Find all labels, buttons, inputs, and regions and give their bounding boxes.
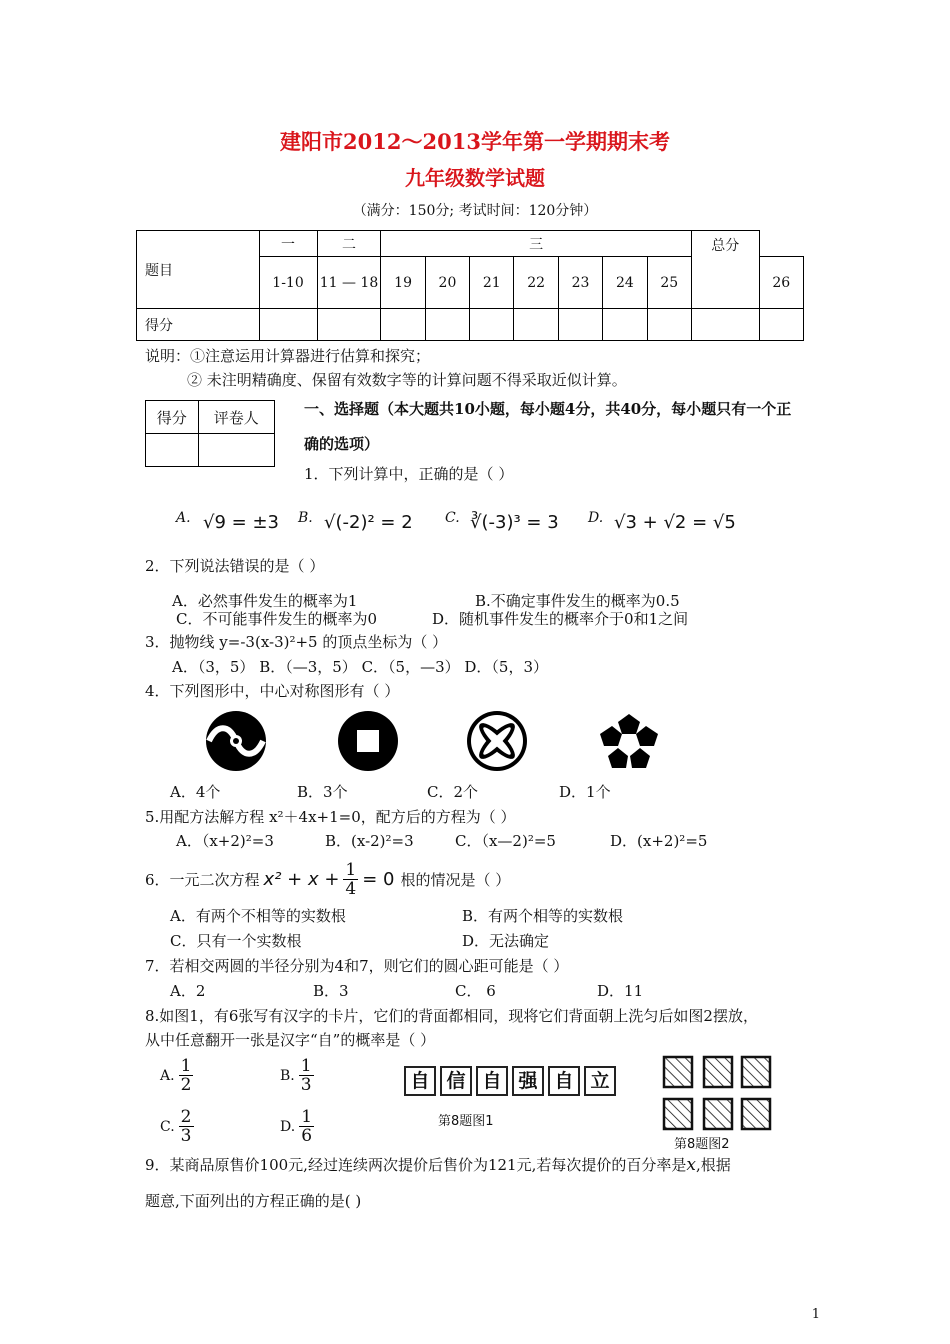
q8-option-b-label: B. <box>280 1067 295 1084</box>
page-number: 1 <box>811 1307 820 1322</box>
q6-option-c: C．只有一个实数根 <box>170 932 302 950</box>
score-cell[interactable] <box>603 309 647 341</box>
q6-option-a: A．有两个不相等的实数根 <box>170 907 346 925</box>
q4-option-a: A．4个 <box>170 783 221 801</box>
grader-score-cell[interactable] <box>146 434 199 467</box>
exam-subtitle: 九年级数学试题 <box>405 166 545 190</box>
group-2: 二 <box>317 231 381 257</box>
q8-d-num: 1 <box>301 1107 313 1127</box>
q8-figure-2-caption: 第8题图2 <box>674 1137 730 1152</box>
grader-table <box>145 400 275 467</box>
q6-frac-num: 1 <box>345 859 357 880</box>
group-total: 总分 <box>691 231 759 309</box>
q8-d-den: 6 <box>301 1126 313 1146</box>
note-line-2: ② 未注明精确度、保留有效数字等的计算问题不得采取近似计算。 <box>187 371 627 389</box>
figure-coin-square <box>337 710 399 772</box>
col-21: 21 <box>470 257 514 309</box>
q8-c-num: 2 <box>180 1107 192 1127</box>
q6-option-d: D．无法确定 <box>462 932 550 950</box>
card: 自 <box>548 1066 580 1096</box>
q4-option-c: C．2个 <box>427 783 479 801</box>
q8-figure-1-cards <box>404 1066 620 1096</box>
score-cell[interactable] <box>647 309 691 341</box>
q1-expr-a: √9 = ±3 <box>203 512 279 533</box>
q1-label-d: D. <box>588 510 604 526</box>
card: 立 <box>584 1066 616 1096</box>
q5-stem: 5.用配方法解方程 x²＋4x+1=0，配方后的方程为（ ） <box>145 808 516 826</box>
score-cell[interactable] <box>558 309 602 341</box>
row-label-items: 题目 <box>137 231 260 309</box>
q8-figure-2-card-backs <box>660 1053 774 1133</box>
q1-label-a: A. <box>176 510 191 526</box>
grader-score-label: 得分 <box>146 401 199 434</box>
note-line-1: 说明：①注意运用计算器进行估算和探究； <box>145 347 431 365</box>
q5-option-d: D．(x+2)²=5 <box>610 832 708 850</box>
q8-option-c <box>160 1108 194 1145</box>
col-23: 23 <box>558 257 602 309</box>
q1-expr-d: √3 + √2 = √5 <box>614 512 736 533</box>
q5-option-b: B．(x-2)²=3 <box>325 832 414 850</box>
grader-name-cell[interactable] <box>198 434 274 467</box>
q8-option-c-fraction <box>179 1108 194 1145</box>
q8-line-2: 从中任意翻开一张是汉字“自”的概率是（ ） <box>145 1031 436 1049</box>
score-cell[interactable] <box>691 309 759 341</box>
q4-option-b: B．3个 <box>297 783 348 801</box>
q9-line-2: 题意,下面列出的方程正确的是( ) <box>145 1192 362 1210</box>
q8-a-num: 1 <box>180 1056 192 1076</box>
col-20: 20 <box>425 257 469 309</box>
col-24: 24 <box>603 257 647 309</box>
score-cell[interactable] <box>470 309 514 341</box>
q8-option-c-label: C. <box>160 1118 175 1135</box>
score-cell[interactable] <box>317 309 381 341</box>
q8-option-a-fraction <box>179 1057 194 1094</box>
q8-line-1: 8.如图1，有6张写有汉字的卡片，它们的背面都相同，现将它们背面朝上洗匀后如图2摆放， <box>145 1007 758 1025</box>
q7-option-b: B．3 <box>313 982 349 1000</box>
section-1-heading-cont: 确的选项） <box>304 435 380 453</box>
q3-stem: 3．抛物线 y=-3(x-3)²+5 的顶点坐标为（ ） <box>145 633 448 651</box>
q7-option-d: D．11 <box>597 982 644 1000</box>
col-11-18: 11 — 18 <box>317 257 381 309</box>
q8-option-a <box>160 1057 193 1094</box>
score-cell[interactable] <box>514 309 558 341</box>
q2-option-b: B.不确定事件发生的概率为0.5 <box>475 592 680 610</box>
q8-option-b-fraction <box>299 1057 314 1094</box>
q4-option-d: D．1个 <box>559 783 611 801</box>
q6-expr-head: x² + x + <box>263 868 340 890</box>
q8-option-a-label: A. <box>160 1067 175 1084</box>
q1-expr-b: √(-2)² = 2 <box>324 512 413 533</box>
q2-stem: 2．下列说法错误的是（ ） <box>145 557 325 575</box>
q9-variable: x <box>686 1155 696 1175</box>
q8-a-den: 2 <box>180 1075 192 1095</box>
q8-figure-1-caption: 第8题图1 <box>438 1114 494 1129</box>
figure-swirl-circle <box>205 710 267 772</box>
q8-option-d-label: D. <box>280 1118 296 1135</box>
score-cell[interactable] <box>381 309 425 341</box>
q5-option-a: A．（x+2)²=3 <box>176 832 274 850</box>
q6-stem <box>145 856 510 902</box>
q4-stem: 4．下列图形中，中心对称图形有（ ） <box>145 682 400 700</box>
col-1-10: 1-10 <box>259 257 317 309</box>
q1-stem: 1．下列计算中，正确的是（ ） <box>304 465 514 483</box>
q9-line-1-tail: ,根据 <box>695 1156 731 1174</box>
card: 信 <box>440 1066 472 1096</box>
section-1-heading: 一、选择题（本大题共10小题，每小题4分，共40分，每小题只有一个正 <box>304 400 792 418</box>
q9-line-1 <box>145 1155 731 1175</box>
card: 自 <box>404 1066 436 1096</box>
q1-label-b: B. <box>298 510 313 526</box>
exam-info: （满分：150分; 考试时间：120分钟） <box>352 203 598 219</box>
q6-stem-suffix: 根的情况是（ ） <box>400 870 511 889</box>
q8-b-den: 3 <box>300 1075 312 1095</box>
exam-title: 建阳市2012～2013学年第一学期期末考 <box>280 129 670 154</box>
card: 自 <box>476 1066 508 1096</box>
q1-label-c: C. <box>445 510 460 526</box>
q2-option-a: A．必然事件发生的概率为1 <box>172 592 358 610</box>
q8-b-num: 1 <box>300 1056 312 1076</box>
score-cell[interactable] <box>259 309 317 341</box>
group-1: 一 <box>259 231 317 257</box>
q6-fraction <box>343 861 358 898</box>
group-3: 三 <box>381 231 692 257</box>
grader-name-label: 评卷人 <box>198 401 274 434</box>
q7-option-a: A．2 <box>170 982 206 1000</box>
q9-line-1-text: 9．某商品原售价100元,经过连续两次提价后售价为121元,若每次提价的百分率是 <box>145 1156 687 1174</box>
figure-four-petal-circle <box>466 710 528 772</box>
q5-option-c: C．（x—2)²=5 <box>455 832 556 850</box>
q8-option-d-fraction <box>299 1108 314 1145</box>
q3-options: A．（3，5） B．（—3，5） C．（5，—3） D．（5，3） <box>172 658 549 676</box>
score-table <box>136 230 804 341</box>
figure-pentagon-cluster <box>598 712 660 772</box>
q6-option-b: B．有两个相等的实数根 <box>462 907 624 925</box>
col-22: 22 <box>514 257 558 309</box>
score-cell[interactable] <box>759 309 803 341</box>
col-25: 25 <box>647 257 691 309</box>
q6-frac-den: 4 <box>345 878 357 899</box>
q8-c-den: 3 <box>180 1126 192 1146</box>
col-19: 19 <box>381 257 425 309</box>
score-cell[interactable] <box>425 309 469 341</box>
q7-option-c: C． 6 <box>455 982 496 1000</box>
q6-stem-prefix: 6．一元二次方程 <box>145 870 260 889</box>
q8-option-d <box>280 1108 314 1145</box>
col-26: 26 <box>759 257 803 309</box>
q2-option-c: C．不可能事件发生的概率为0 <box>176 610 378 628</box>
q8-option-b <box>280 1057 314 1094</box>
q6-expr-tail: = 0 <box>362 868 395 890</box>
q7-stem: 7．若相交两圆的半径分别为4和7，则它们的圆心距可能是（ ） <box>145 957 569 975</box>
q1-expr-c: ∛(-3)³ = 3 <box>470 512 559 533</box>
row-label-score: 得分 <box>137 309 260 341</box>
card: 强 <box>512 1066 544 1096</box>
q2-option-d: D．随机事件发生的概率介于0和1之间 <box>432 610 689 628</box>
